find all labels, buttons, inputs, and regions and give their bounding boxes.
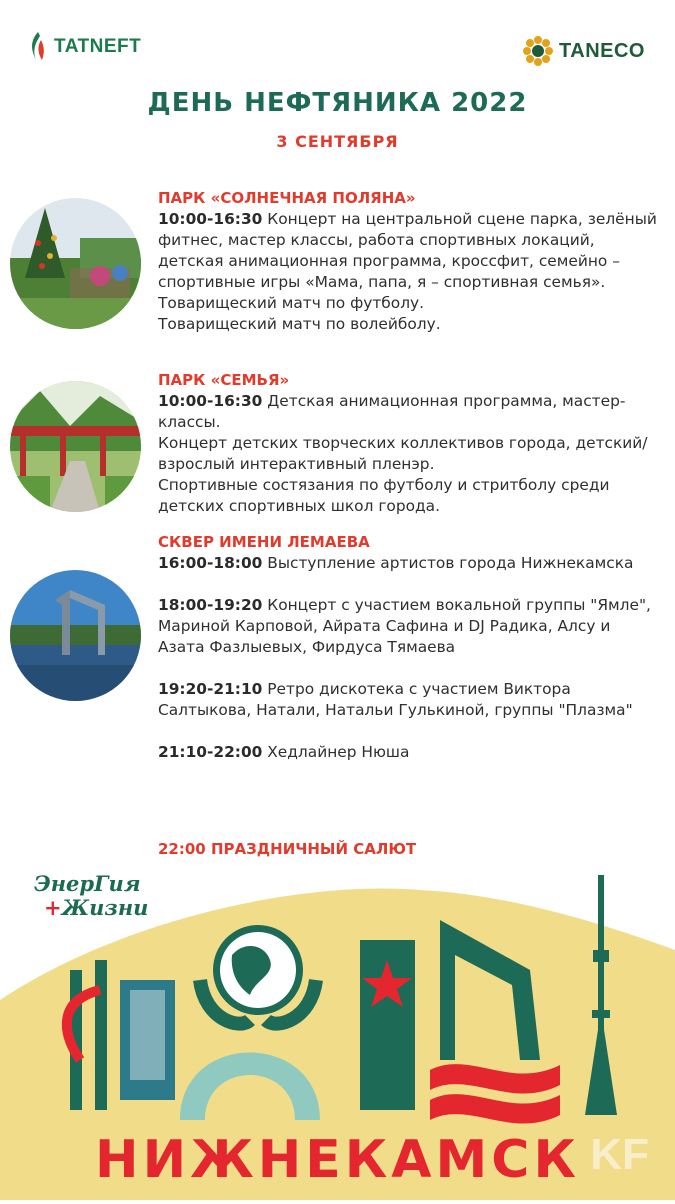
- section-extra-line: Товарищеский матч по волейболу.: [158, 315, 441, 333]
- section-solnechnaya-polyana: [158, 188, 658, 335]
- schedule-item: [158, 553, 658, 574]
- section-extra-line: Товарищеский матч по футболу.: [158, 294, 425, 312]
- schedule-text: Концерт с участием вокальной группы "Ямле", Мариной Карповой, Айрата Сафина и DJ Радика, Алсу и Азата Фазлыевых, Фирдуса Тямаева: [158, 596, 651, 656]
- section-description: [158, 391, 658, 433]
- section-heading: ПАРК «СОЛНЕЧНАЯ ПОЛЯНА»: [158, 189, 416, 207]
- schedule-item: [158, 679, 658, 721]
- section-time: 10:00-16:30: [158, 210, 263, 228]
- section-extra-line: Спортивные состязания по футболу и стритболу среди детских спортивных школ города.: [158, 476, 610, 515]
- schedule-item: [158, 595, 658, 658]
- slogan-plus: +: [44, 895, 62, 920]
- skver-lemaeva-photo: [10, 570, 141, 701]
- schedule-text: Выступление артистов города Нижнекамска: [262, 554, 634, 572]
- energy-of-life-slogan: [34, 872, 148, 920]
- schedule-text: Ретро дискотека с участием Виктора Салтыкова, Натали, Натальи Гулькиной, группы "Плазма": [158, 680, 633, 719]
- schedule-time: 16:00-18:00: [158, 554, 263, 572]
- park-semya-photo: [10, 381, 141, 512]
- section-heading: СКВЕР ИМЕНИ ЛЕМАЕВА: [158, 533, 370, 551]
- section-text: Детская анимационная программа, мастер- классы.: [158, 392, 626, 431]
- section-text: Концерт на центральной сцене парка, зелёный фитнес, мастер классы, работа спортивных локаций, детская анимационная программа, кроссфит, семейно – спортивные игры «Мама, папа, я – спортивная семья».: [158, 210, 657, 291]
- section-skver-lemaeva: [158, 532, 658, 763]
- park-solnechnaya-photo: [10, 198, 141, 329]
- tatneft-logo: [28, 30, 141, 64]
- slogan-line-2: Жизни: [61, 895, 149, 920]
- section-time: 10:00-16:30: [158, 392, 263, 410]
- fireworks-announcement: 22:00 ПРАЗДНИЧНЫЙ САЛЮТ: [158, 840, 417, 858]
- event-date: 3 СЕНТЯБРЯ: [276, 132, 399, 151]
- schedule-time: 19:20-21:10: [158, 680, 263, 698]
- taneco-logo: [523, 36, 645, 66]
- section-park-semya: [158, 370, 658, 517]
- section-extra-line: Концерт детских творческих коллективов города, детский/взрослый интерактивный пленэр.: [158, 434, 648, 473]
- section-description: [158, 209, 658, 293]
- page-title: ДЕНЬ НЕФТЯНИКА 2022: [147, 88, 528, 118]
- slogan-line-1: ЭнерГия: [34, 871, 141, 896]
- schedule-time: 18:00-19:20: [158, 596, 263, 614]
- schedule-text: Хедлайнер Нюша: [262, 743, 410, 761]
- schedule-time: 21:10-22:00: [158, 743, 263, 761]
- section-heading: ПАРК «СЕМЬЯ»: [158, 371, 290, 389]
- sunflower-icon: [523, 36, 553, 66]
- tatneft-flame-icon: [28, 30, 48, 64]
- watermark: KF: [590, 1130, 649, 1179]
- city-name: НИЖНЕКАМСК: [95, 1130, 580, 1190]
- schedule-item: [158, 742, 658, 763]
- taneco-logo-text: TANECO: [559, 39, 645, 62]
- tatneft-logo-text: TATNEFT: [54, 36, 142, 57]
